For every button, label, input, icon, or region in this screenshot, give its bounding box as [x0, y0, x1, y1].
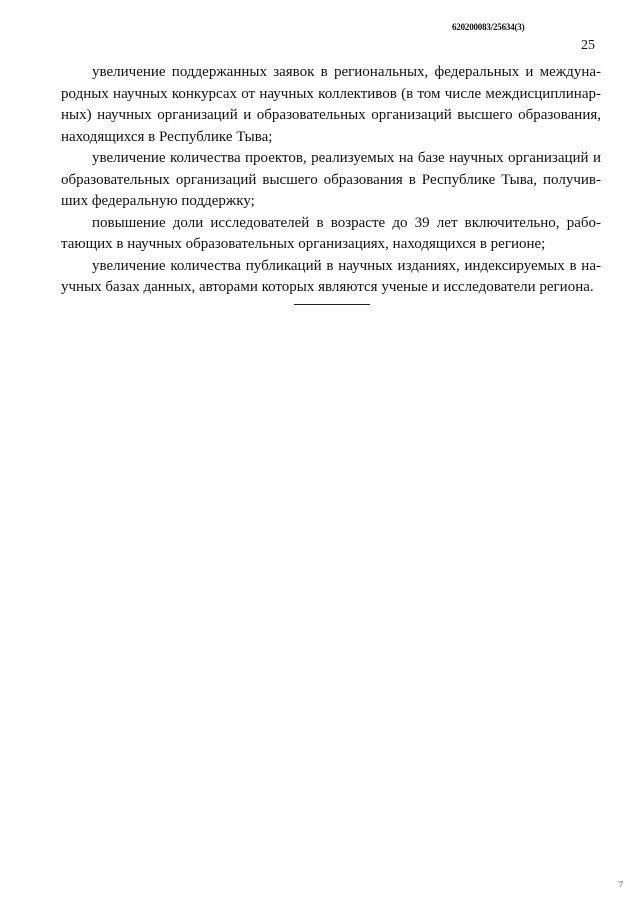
page-number: 25: [581, 38, 595, 53]
paragraph: увеличение количества публикаций в научных изданиях, индексируемых в научных базах данных, авторами которых являются ученые и исследователи региона.: [61, 257, 601, 295]
margin-mark: 7: [619, 880, 623, 889]
body-text: [61, 62, 601, 299]
end-of-text-rule: [294, 304, 370, 305]
document-code: 620200083/25634(3): [452, 22, 525, 32]
paragraph: увеличение количества проектов, реализуемых на базе научных организаций и образовательных организаций высшего образования в Республике Тыва, получивших федеральную поддержку;: [61, 150, 601, 209]
paragraph: повышение доли исследователей в возрасте до 39 лет включительно, работающих в научных образовательных организациях, находящихся в регионе;: [61, 214, 601, 252]
paragraph: увеличение поддержанных заявок в региональных, федеральных и международных научных конкурсах от научных коллективов (в том числе междисциплинарных) научных организаций и образовательных организаций высшего образования, находящихся в Республике Тыва;: [61, 64, 601, 145]
